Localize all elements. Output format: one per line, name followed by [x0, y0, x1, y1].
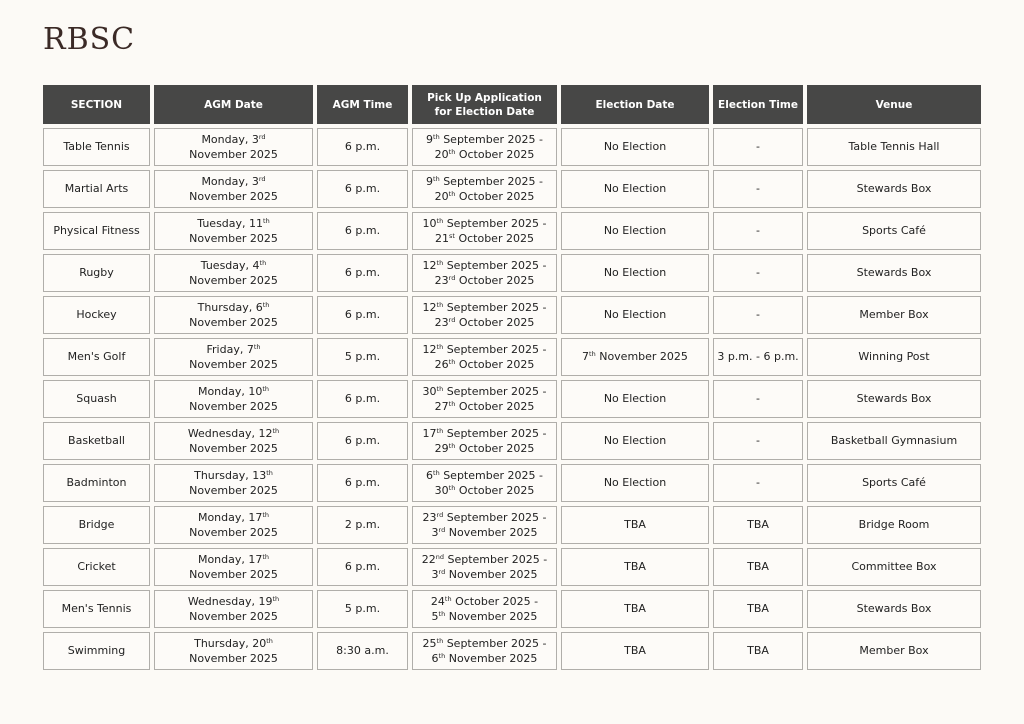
pickup-start-ordinal-suffix: th — [433, 468, 440, 477]
pickup-end-number: 20 — [434, 148, 449, 161]
header-election-time: Election Time — [713, 85, 803, 124]
cell-pickup-application — [412, 296, 557, 334]
cell-election-time: - — [713, 422, 803, 460]
pickup-end-number: 21 — [435, 232, 450, 245]
table-row — [43, 296, 981, 334]
pickup-start-number: 23 — [422, 510, 437, 524]
document-title: RBSC — [43, 22, 136, 57]
agm-date-day: Tuesday, 4 — [200, 258, 260, 272]
pickup-end-ordinal-suffix: rd — [448, 274, 456, 282]
pickup-end-number: 20 — [434, 190, 449, 203]
cell-election-date: No Election — [561, 464, 709, 502]
pickup-end-number: 3 — [431, 526, 439, 539]
cell-section: Rugby — [43, 254, 150, 292]
cell-pickup-application — [412, 590, 557, 628]
cell-agm-date — [154, 296, 313, 334]
pickup-end-rest: November 2025 — [445, 526, 538, 539]
table-row — [43, 212, 981, 250]
cell-election-date: No Election — [561, 254, 709, 292]
table-row — [43, 632, 981, 670]
header-election-date: Election Date — [561, 85, 709, 124]
agm-date-ordinal-suffix: th — [266, 468, 273, 477]
pickup-start — [423, 343, 547, 356]
agm-date-day: Wednesday, 19 — [187, 594, 273, 608]
cell-section: Squash — [43, 380, 150, 418]
pickup-end-rest: October 2025 — [454, 232, 534, 245]
agm-date-month-year: November 2025 — [189, 274, 278, 287]
pickup-end-rest: November 2025 — [445, 652, 538, 665]
cell-agm-date — [154, 422, 313, 460]
cell-venue: Sports Café — [807, 464, 981, 502]
pickup-end-number: 26 — [434, 358, 449, 371]
cell-agm-time: 6 p.m. — [317, 422, 408, 460]
pickup-start — [423, 511, 547, 524]
cell-election-time: - — [713, 296, 803, 334]
agm-schedule-table — [39, 81, 985, 674]
pickup-end — [432, 610, 538, 623]
table-row — [43, 254, 981, 292]
pickup-end — [432, 652, 538, 665]
pickup-start — [423, 217, 547, 230]
cell-section: Martial Arts — [43, 170, 150, 208]
pickup-start — [422, 553, 548, 566]
cell-section: Basketball — [43, 422, 150, 460]
cell-section: Men's Golf — [43, 338, 150, 376]
cell-election-time: - — [713, 380, 803, 418]
pickup-end-number: 30 — [434, 484, 449, 497]
pickup-start-number: 22 — [421, 552, 436, 566]
cell-section: Hockey — [43, 296, 150, 334]
pickup-start — [426, 133, 543, 146]
pickup-start-ordinal-suffix: th — [433, 174, 440, 183]
cell-agm-time: 8:30 a.m. — [317, 632, 408, 670]
cell-venue: Bridge Room — [807, 506, 981, 544]
election-date-value — [582, 350, 688, 363]
pickup-end — [435, 484, 535, 497]
pickup-end-number: 3 — [431, 568, 439, 581]
cell-election-time: - — [713, 128, 803, 166]
agm-date-day: Monday, 17 — [197, 510, 263, 524]
pickup-end-number: 27 — [434, 400, 449, 413]
cell-election-time: TBA — [713, 590, 803, 628]
cell-election-time: TBA — [713, 548, 803, 586]
pickup-start-ordinal-suffix: th — [444, 594, 452, 603]
cell-agm-date — [154, 338, 313, 376]
pickup-start-ordinal-suffix: th — [436, 384, 444, 393]
cell-agm-time: 6 p.m. — [317, 464, 408, 502]
cell-pickup-application — [412, 338, 557, 376]
cell-agm-time: 5 p.m. — [317, 338, 408, 376]
pickup-start-ordinal-suffix: th — [436, 216, 444, 225]
pickup-end-number: 5 — [431, 610, 439, 623]
pickup-start-ordinal-suffix: nd — [435, 552, 444, 561]
cell-election-time: - — [713, 464, 803, 502]
agm-date-month-year: November 2025 — [189, 484, 278, 497]
agm-date-month-year: November 2025 — [189, 316, 278, 329]
agm-date-month-year: November 2025 — [189, 442, 278, 455]
agm-date-month-year: November 2025 — [189, 232, 278, 245]
pickup-end-ordinal-suffix: rd — [438, 568, 446, 576]
election-date-value-ordinal-suffix: th — [589, 350, 596, 359]
header-section: SECTION — [43, 85, 150, 124]
agm-date-day: Monday, 17 — [197, 552, 263, 566]
cell-election-date: No Election — [561, 296, 709, 334]
pickup-start-rest: September 2025 - — [443, 510, 547, 524]
pickup-start — [423, 385, 547, 398]
header-row — [43, 85, 981, 124]
table-row — [43, 422, 981, 460]
cell-venue: Committee Box — [807, 548, 981, 586]
pickup-start — [423, 637, 547, 650]
cell-pickup-application — [412, 170, 557, 208]
pickup-start — [426, 469, 543, 482]
agm-date-day: Thursday, 6 — [197, 300, 263, 314]
pickup-start-number: 12 — [422, 300, 437, 314]
agm-date-ordinal-suffix: th — [266, 636, 273, 645]
cell-election-date: TBA — [561, 548, 709, 586]
cell-agm-time: 6 p.m. — [317, 212, 408, 250]
pickup-start-ordinal-suffix: rd — [436, 510, 444, 519]
pickup-end-ordinal-suffix: th — [438, 652, 446, 660]
agm-date-ordinal-suffix: th — [262, 510, 270, 519]
cell-election-time: TBA — [713, 506, 803, 544]
pickup-start-number: 25 — [422, 636, 437, 650]
cell-venue: Sports Café — [807, 212, 981, 250]
pickup-end-number: 6 — [431, 652, 439, 665]
cell-agm-time: 6 p.m. — [317, 548, 408, 586]
election-date-value-number: 7 — [582, 350, 590, 364]
pickup-start — [431, 595, 538, 608]
pickup-end-ordinal-suffix: th — [448, 400, 456, 408]
pickup-end-ordinal-suffix: th — [448, 190, 456, 198]
pickup-start-rest: September 2025 - — [443, 342, 547, 356]
cell-agm-date — [154, 464, 313, 502]
cell-pickup-application — [412, 632, 557, 670]
agm-date-ordinal-suffix: th — [262, 552, 270, 561]
pickup-end — [435, 442, 535, 455]
pickup-start-ordinal-suffix: th — [436, 300, 444, 309]
header-venue: Venue — [807, 85, 981, 124]
agm-date-ordinal-suffix: th — [272, 594, 280, 603]
pickup-start-number: 24 — [430, 594, 445, 608]
cell-election-date — [561, 338, 709, 376]
pickup-start-ordinal-suffix: th — [436, 258, 444, 267]
cell-venue: Basketball Gymnasium — [807, 422, 981, 460]
pickup-end — [435, 400, 535, 413]
cell-venue: Member Box — [807, 296, 981, 334]
pickup-end-rest: October 2025 — [455, 148, 535, 161]
pickup-end-ordinal-suffix: th — [448, 358, 456, 366]
agm-date-month-year: November 2025 — [189, 358, 278, 371]
cell-agm-time: 5 p.m. — [317, 590, 408, 628]
pickup-end-rest: October 2025 — [455, 442, 535, 455]
agm-date-month-year: November 2025 — [189, 568, 278, 581]
pickup-end — [435, 274, 535, 287]
pickup-start-rest: September 2025 - — [439, 468, 543, 482]
header-agm-date: AGM Date — [154, 85, 313, 124]
agm-date-ordinal-suffix: th — [272, 426, 280, 435]
pickup-start-rest: September 2025 - — [443, 426, 547, 440]
agm-date-month-year: November 2025 — [189, 610, 278, 623]
table-row — [43, 548, 981, 586]
agm-date-month-year: November 2025 — [189, 400, 278, 413]
pickup-end-ordinal-suffix: th — [448, 484, 456, 492]
pickup-end-ordinal-suffix: st — [449, 232, 455, 240]
cell-pickup-application — [412, 548, 557, 586]
cell-election-date: No Election — [561, 422, 709, 460]
pickup-start — [423, 259, 547, 272]
cell-pickup-application — [412, 380, 557, 418]
cell-venue: Stewards Box — [807, 590, 981, 628]
agm-date-ordinal-suffix: th — [253, 342, 261, 351]
cell-agm-date — [154, 212, 313, 250]
cell-election-time: - — [713, 212, 803, 250]
agm-date-month-year: November 2025 — [189, 190, 278, 203]
pickup-start-rest: September 2025 - — [443, 258, 547, 272]
pickup-start-rest: September 2025 - — [443, 384, 547, 398]
pickup-start-number: 12 — [422, 258, 437, 272]
pickup-start-ordinal-suffix: th — [436, 426, 444, 435]
pickup-start-rest: September 2025 - — [443, 636, 547, 650]
pickup-end-rest: October 2025 — [455, 484, 535, 497]
pickup-start-rest: September 2025 - — [439, 174, 543, 188]
pickup-end-rest: October 2025 — [455, 274, 535, 287]
cell-agm-date — [154, 380, 313, 418]
cell-election-time: - — [713, 170, 803, 208]
agm-date-day: Thursday, 13 — [194, 468, 267, 482]
agm-date-month-year: November 2025 — [189, 652, 278, 665]
pickup-end-ordinal-suffix: rd — [438, 526, 446, 534]
cell-agm-time: 2 p.m. — [317, 506, 408, 544]
pickup-end-number: 29 — [434, 442, 449, 455]
table-row — [43, 506, 981, 544]
table-row — [43, 338, 981, 376]
cell-election-date: TBA — [561, 590, 709, 628]
cell-venue: Table Tennis Hall — [807, 128, 981, 166]
cell-section: Bridge — [43, 506, 150, 544]
election-date-value-rest: November 2025 — [595, 350, 688, 364]
agm-date-ordinal-suffix: rd — [258, 174, 266, 183]
pickup-start-number: 17 — [422, 426, 437, 440]
cell-pickup-application — [412, 422, 557, 460]
pickup-end-rest: October 2025 — [455, 316, 535, 329]
cell-election-date: TBA — [561, 632, 709, 670]
cell-agm-time: 6 p.m. — [317, 254, 408, 292]
pickup-end-rest: October 2025 — [455, 190, 535, 203]
pickup-end — [432, 568, 538, 581]
pickup-end-rest: October 2025 — [455, 400, 535, 413]
cell-election-date: No Election — [561, 380, 709, 418]
cell-agm-date — [154, 128, 313, 166]
agm-date-day: Monday, 3 — [201, 132, 259, 146]
table-row — [43, 170, 981, 208]
cell-venue: Stewards Box — [807, 170, 981, 208]
pickup-end-number: 23 — [434, 274, 449, 287]
agm-date-ordinal-suffix: th — [262, 384, 270, 393]
agm-date-day: Tuesday, 11 — [197, 216, 264, 230]
cell-agm-date — [154, 590, 313, 628]
cell-election-date: No Election — [561, 170, 709, 208]
cell-pickup-application — [412, 254, 557, 292]
pickup-end-number: 23 — [434, 316, 449, 329]
table-row — [43, 590, 981, 628]
pickup-end-ordinal-suffix: th — [438, 610, 446, 618]
pickup-start-number: 10 — [422, 216, 437, 230]
agm-date-ordinal-suffix: th — [259, 258, 267, 267]
cell-venue: Member Box — [807, 632, 981, 670]
agm-date-day: Monday, 10 — [197, 384, 263, 398]
cell-agm-time: 6 p.m. — [317, 170, 408, 208]
cell-pickup-application — [412, 212, 557, 250]
pickup-end — [435, 148, 535, 161]
cell-agm-time: 6 p.m. — [317, 128, 408, 166]
pickup-end — [435, 358, 535, 371]
pickup-start — [423, 427, 547, 440]
cell-pickup-application — [412, 506, 557, 544]
pickup-end-rest: November 2025 — [445, 568, 538, 581]
pickup-start-number: 30 — [422, 384, 437, 398]
pickup-end-ordinal-suffix: th — [448, 148, 456, 156]
cell-pickup-application — [412, 128, 557, 166]
agm-date-ordinal-suffix: th — [262, 300, 270, 309]
agm-date-day: Wednesday, 12 — [187, 426, 273, 440]
pickup-start-number: 9 — [426, 132, 434, 146]
pickup-start — [423, 301, 547, 314]
cell-election-date: No Election — [561, 212, 709, 250]
pickup-end-ordinal-suffix: th — [448, 442, 456, 450]
agm-date-ordinal-suffix: th — [263, 216, 270, 225]
pickup-start-ordinal-suffix: th — [436, 636, 444, 645]
pickup-end — [432, 526, 538, 539]
cell-section: Table Tennis — [43, 128, 150, 166]
cell-agm-date — [154, 254, 313, 292]
cell-election-time: 3 p.m. - 6 p.m. — [713, 338, 803, 376]
table-row — [43, 128, 981, 166]
pickup-start-rest: September 2025 - — [439, 132, 543, 146]
pickup-end-rest: October 2025 — [455, 358, 535, 371]
cell-section: Badminton — [43, 464, 150, 502]
header-pickup-application: Pick Up Application for Election Date — [412, 85, 557, 124]
agm-date-day: Friday, 7 — [206, 342, 254, 356]
cell-election-date: TBA — [561, 506, 709, 544]
cell-venue: Stewards Box — [807, 380, 981, 418]
cell-section: Swimming — [43, 632, 150, 670]
table-row — [43, 380, 981, 418]
pickup-start-rest: October 2025 - — [451, 594, 539, 608]
cell-venue: Stewards Box — [807, 254, 981, 292]
pickup-end-rest: November 2025 — [445, 610, 538, 623]
cell-agm-date — [154, 632, 313, 670]
pickup-start-rest: September 2025 - — [443, 552, 548, 566]
cell-election-date: No Election — [561, 128, 709, 166]
cell-section: Physical Fitness — [43, 212, 150, 250]
pickup-start — [426, 175, 543, 188]
pickup-start-number: 9 — [426, 174, 434, 188]
pickup-end — [435, 190, 535, 203]
pickup-start-number: 12 — [422, 342, 437, 356]
agm-date-ordinal-suffix: rd — [258, 132, 266, 141]
pickup-end — [435, 316, 535, 329]
cell-pickup-application — [412, 464, 557, 502]
pickup-start-ordinal-suffix: th — [433, 132, 440, 141]
pickup-end — [435, 232, 534, 245]
pickup-start-ordinal-suffix: th — [436, 342, 444, 351]
agm-date-month-year: November 2025 — [189, 526, 278, 539]
pickup-start-number: 6 — [426, 468, 434, 482]
pickup-end-ordinal-suffix: rd — [448, 316, 456, 324]
table-row — [43, 464, 981, 502]
agm-date-day: Monday, 3 — [201, 174, 259, 188]
cell-agm-date — [154, 506, 313, 544]
cell-agm-time: 6 p.m. — [317, 296, 408, 334]
cell-venue: Winning Post — [807, 338, 981, 376]
cell-agm-date — [154, 170, 313, 208]
cell-agm-time: 6 p.m. — [317, 380, 408, 418]
agm-date-month-year: November 2025 — [189, 148, 278, 161]
agm-date-day: Thursday, 20 — [194, 636, 267, 650]
header-agm-time: AGM Time — [317, 85, 408, 124]
cell-section: Men's Tennis — [43, 590, 150, 628]
cell-election-time: - — [713, 254, 803, 292]
cell-section: Cricket — [43, 548, 150, 586]
cell-election-time: TBA — [713, 632, 803, 670]
pickup-start-rest: September 2025 - — [443, 300, 547, 314]
pickup-start-rest: September 2025 - — [443, 216, 547, 230]
cell-agm-date — [154, 548, 313, 586]
